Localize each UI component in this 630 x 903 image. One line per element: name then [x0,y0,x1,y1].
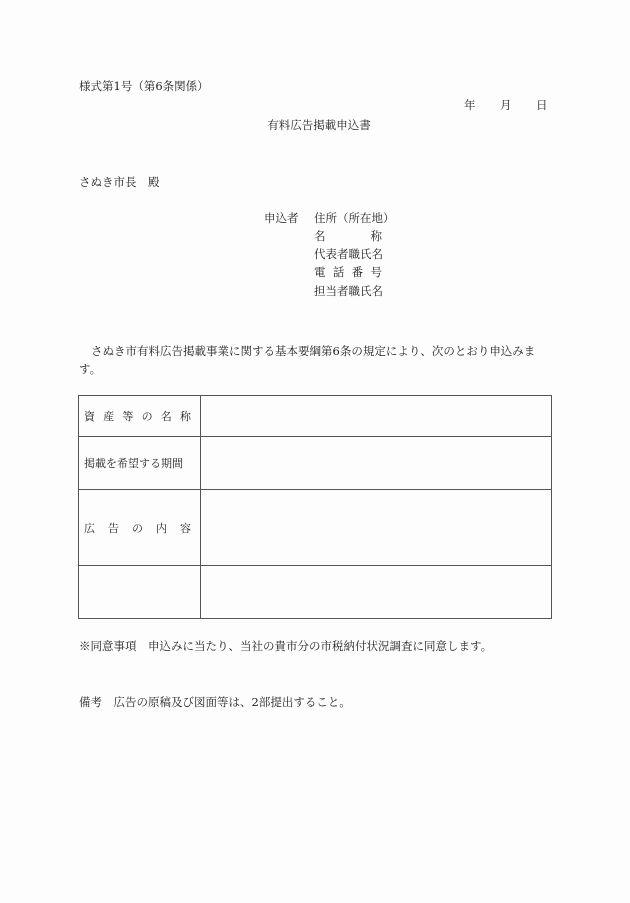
field-representative: 代表者職氏名 [314,247,383,261]
field-name: 名 称 [314,229,382,243]
table-row-asset-name [79,396,552,437]
date-year-label: 年 [464,98,476,112]
applicant-label: 申込者 [264,211,299,225]
field-address: 住所（所在地） [314,211,395,225]
field-phone: 電 話 番 号 [314,265,382,279]
value-period[interactable] [201,437,552,490]
table-row-blank [79,566,552,619]
body-paragraph: さぬき市有料広告掲載事業に関する基本要綱第6条の規定により、次のとおり申込みます。 [79,344,536,376]
label-blank[interactable] [79,566,201,619]
application-table [78,395,552,619]
table-row-period [79,437,552,490]
addressee: さぬき市長 殿 [79,175,160,189]
form-number: 様式第1号（第6条関係） [79,79,209,93]
label-asset-name: 資 産 等 の 名 称 [79,396,201,437]
date-day-label: 日 [536,98,548,112]
value-blank[interactable] [201,566,552,619]
date-month-label: 月 [500,98,512,112]
consent-note: ※同意事項 申込みに当たり、当社の貴市分の市税納付状況調査に同意します。 [79,639,493,653]
label-ad-content: 広 告 の 内 容 [79,490,201,566]
remarks-note: 備考 広告の原稿及び図面等は、2部提出すること。 [79,695,351,709]
field-contact-person: 担当者職氏名 [314,284,383,298]
document-title: 有料広告掲載申込書 [267,118,371,132]
label-period: 掲載を希望する期間 [79,437,201,490]
table-row-ad-content [79,490,552,566]
value-asset-name[interactable] [201,396,552,437]
value-ad-content[interactable] [201,490,552,566]
